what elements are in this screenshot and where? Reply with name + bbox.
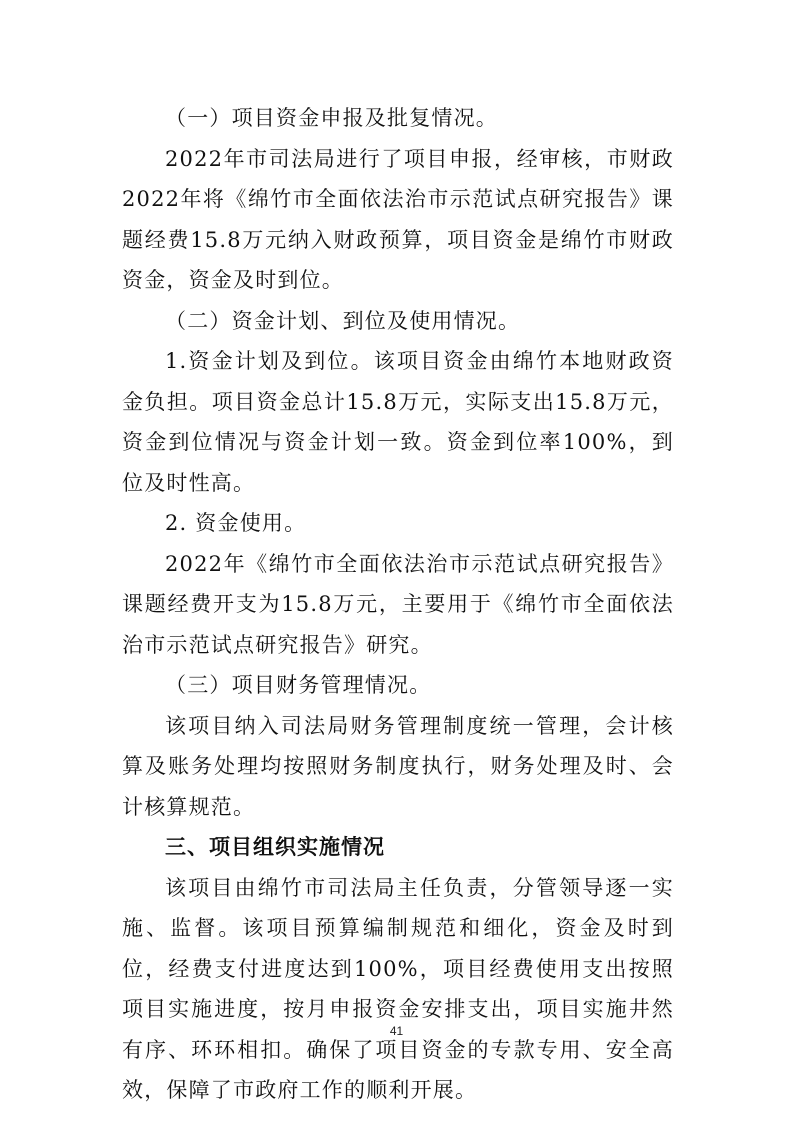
section-heading-implementation: 三、项目组织实施情况 (165, 835, 385, 859)
paragraph-financial-management: 该项目纳入司法局财务管理制度统一管理，会计核算及账务处理均按照财务制度执行，财务处理及时、会计核算规范。 (122, 713, 674, 819)
paragraph-funding-usage: 2022年《绵竹市全面依法治市示范试点研究报告》课题经费开支为15.8万元，主要用于《绵竹市全面依法治市示范试点研究报告》研究。 (122, 551, 674, 657)
document-body (122, 98, 674, 1111)
subheading-financial-management: （三）项目财务管理情况。 (165, 673, 432, 697)
subheading-funding-plan: （二）资金计划、到位及使用情况。 (165, 308, 521, 333)
page-number: 41 (389, 1024, 404, 1038)
paragraph-funding-approval: 2022年市司法局进行了项目申报，经审核，市财政2022年将《绵竹市全面依法治市示范试点研究报告》课题经费15.8万元纳入财政预算，项目资金是绵竹市财政资金，资金及时到位。 (122, 146, 674, 292)
paragraph-funding-usage-title: 2. 资金使用。 (165, 511, 307, 535)
subheading-funding-application: （一）项目资金申报及批复情况。 (165, 106, 498, 130)
paragraph-implementation: 该项目由绵竹市司法局主任负责，分管领导逐一实施、监督。该项目预算编制规范和细化，资金及时到位，经费支付进度达到100%，项目经费使用支出按照项目实施进度，按月申报资金安排支出，项目实施井然有序、环环相扣。确保了项目资金的专款专用、安全高效，保障了市政府工作的顺利开展。 (122, 875, 674, 1102)
paragraph-funding-arrival: 1.资金计划及到位。该项目资金由绵竹本地财政资金负担。项目资金总计15.8万元，实际支出15.8万元，资金到位情况与资金计划一致。资金到位率100%，到位及时性高。 (122, 349, 674, 495)
